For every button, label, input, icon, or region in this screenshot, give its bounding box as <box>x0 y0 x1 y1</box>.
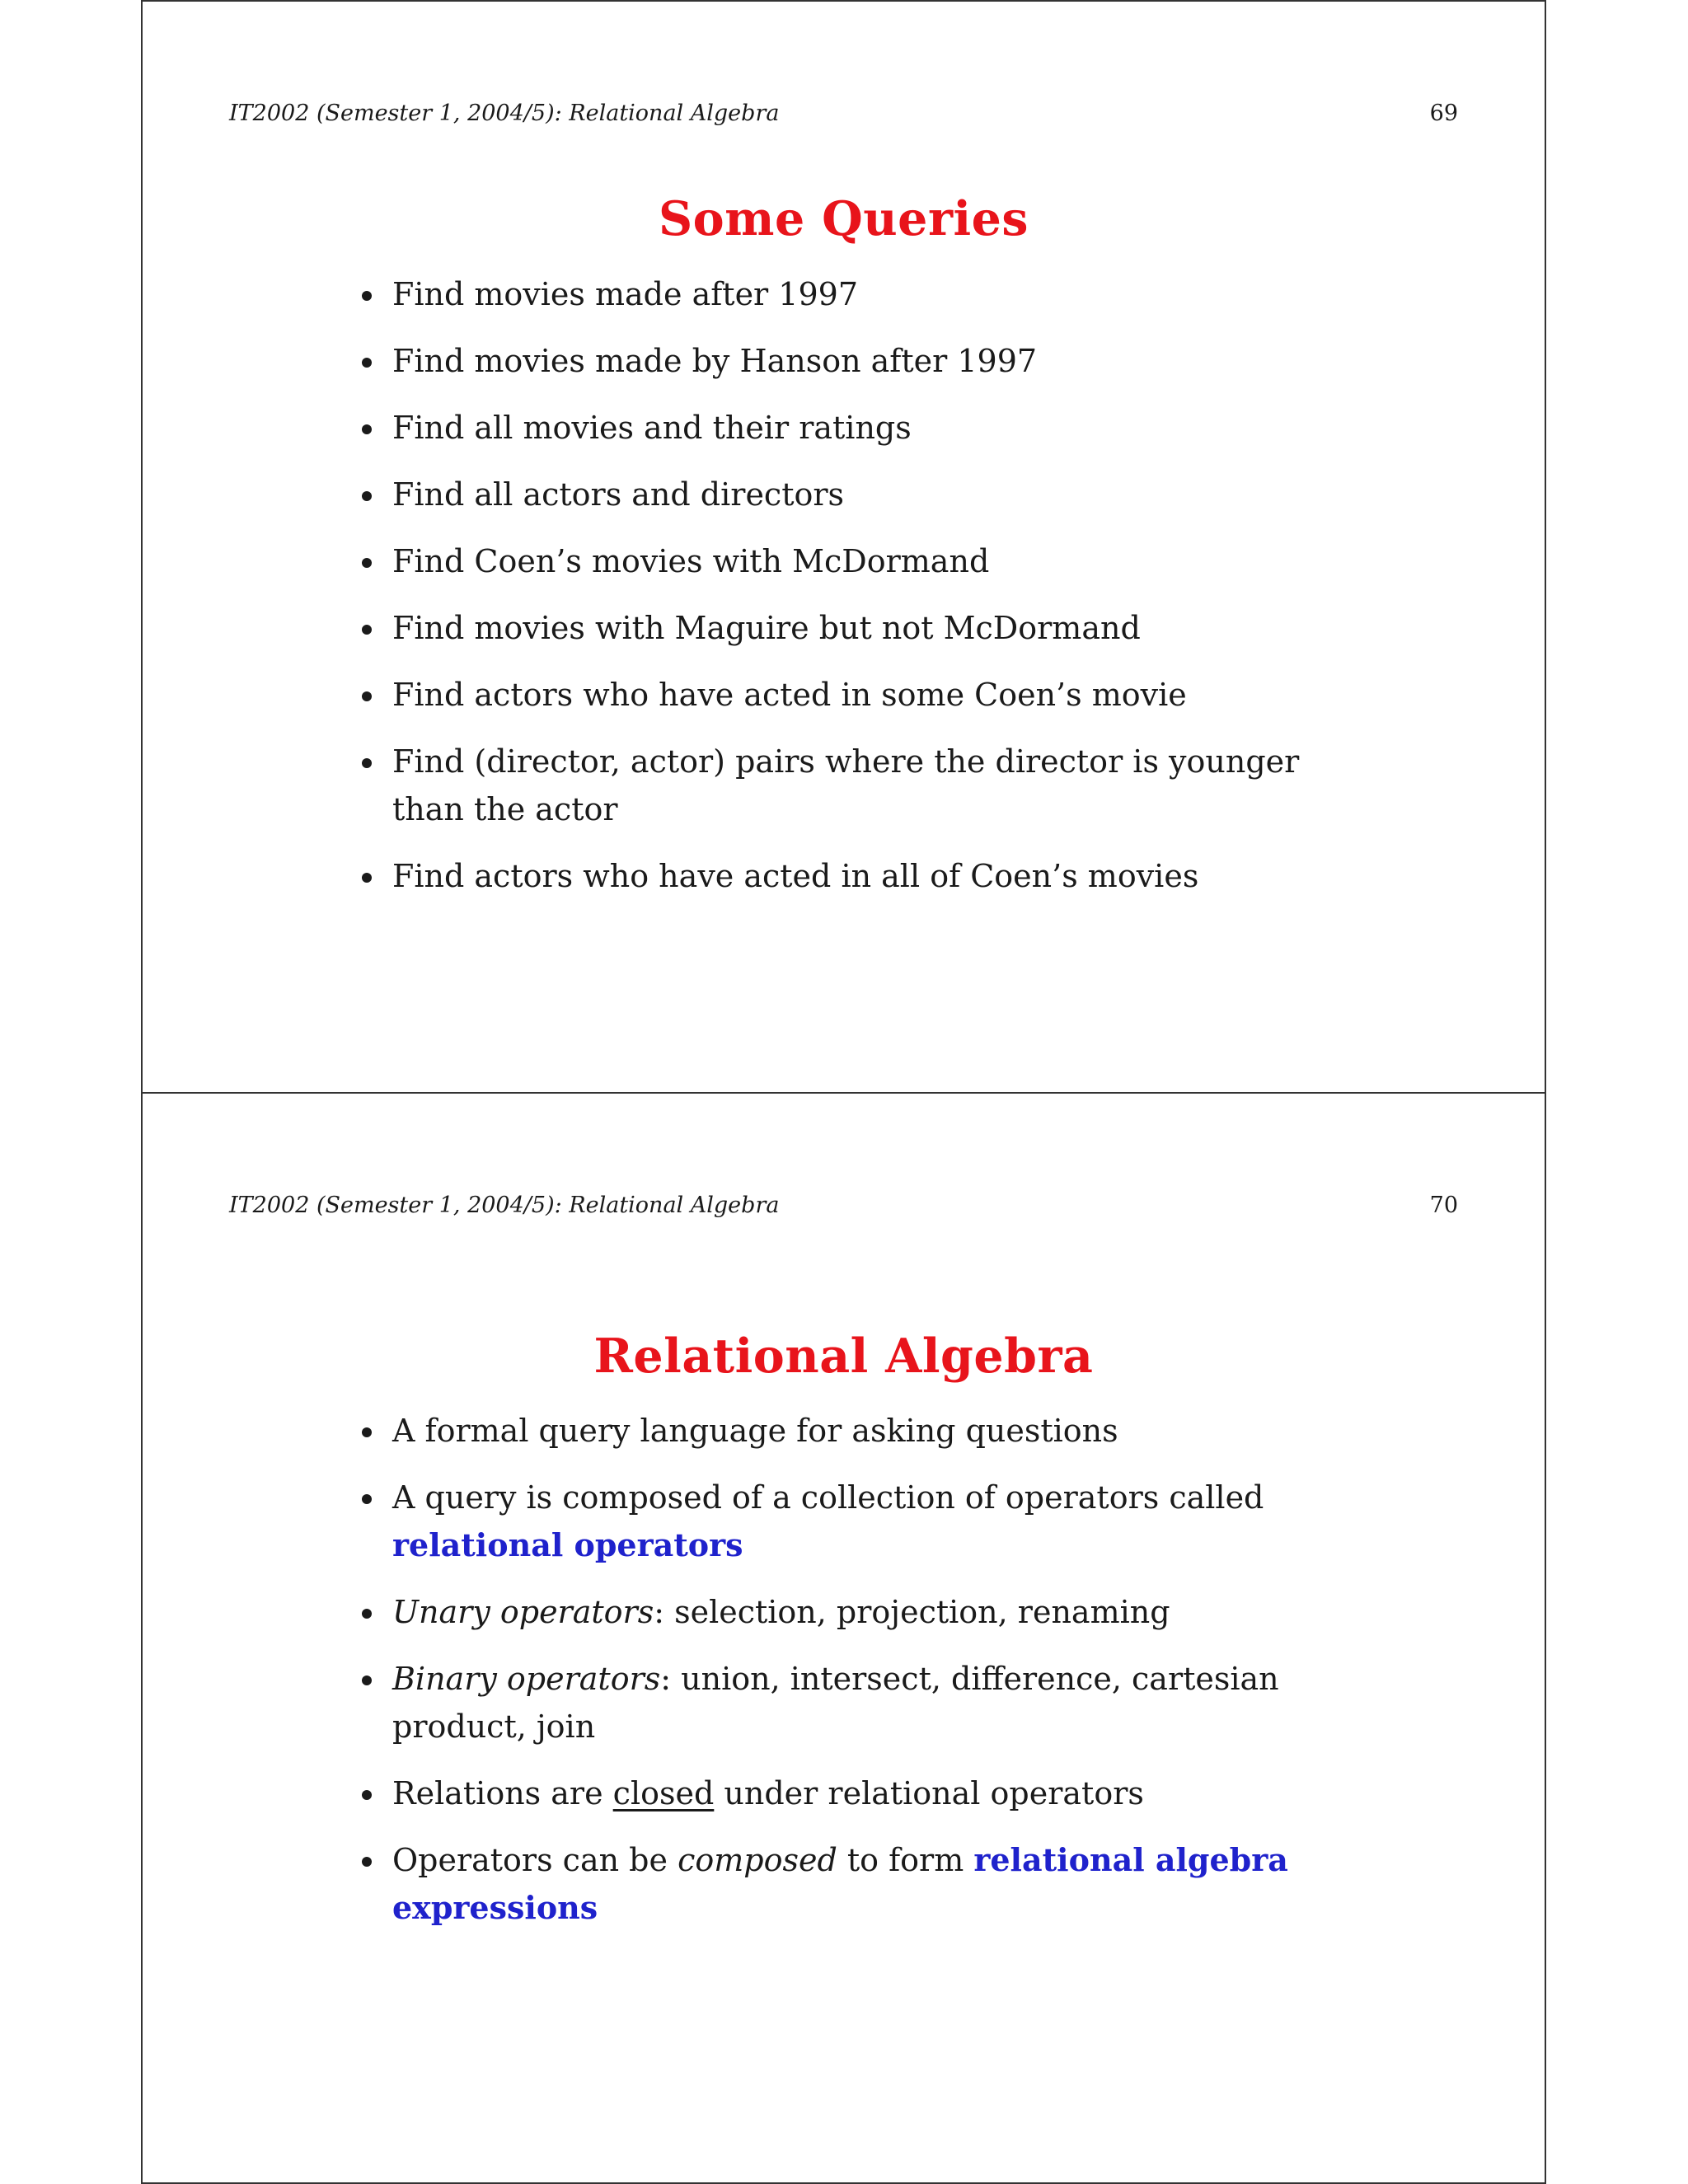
bullet-icon <box>362 1427 372 1437</box>
bullet-icon <box>362 1609 372 1619</box>
list-item: Find Coen’s movies with McDormand <box>359 537 1332 585</box>
term-binary-operators: Binary operators <box>392 1661 661 1697</box>
slide-69 <box>141 0 1546 1094</box>
bullet-icon <box>362 1790 372 1800</box>
bullet-icon <box>362 424 372 434</box>
bullet-icon <box>362 1494 372 1504</box>
bullet-icon <box>362 291 372 301</box>
slide-title: Relational Algebra <box>593 1329 1094 1384</box>
slide-header <box>229 1193 1458 1226</box>
slide-header <box>229 101 1458 134</box>
list-item: Find movies made by Hanson after 1997 <box>359 337 1332 385</box>
bullet-icon <box>362 491 372 501</box>
keyword-relational-algebra-expressions: relational algebra expressions <box>392 1841 1288 1926</box>
bullet-icon <box>362 625 372 635</box>
list-item: Binary operators: union, intersect, difference, cartesian product, join <box>359 1655 1332 1750</box>
term-unary-operators: Unary operators <box>392 1594 654 1630</box>
list-item: Unary operators: selection, projection, renaming <box>359 1588 1332 1636</box>
bullet-icon <box>362 1675 372 1685</box>
list-item: Operators can be composed to form relational algebra expressions <box>359 1836 1332 1932</box>
list-item: Find actors who have acted in all of Coen’s movies <box>359 852 1332 900</box>
bullet-icon <box>362 691 372 701</box>
list-item: Find movies made after 1997 <box>359 270 1332 318</box>
underlined-closed: closed <box>612 1775 715 1811</box>
slide-title: Some Queries <box>658 191 1029 246</box>
page-number: 70 <box>1429 1193 1458 1218</box>
list-item: Relations are closed under relational operators <box>359 1769 1332 1817</box>
bullet-icon <box>362 1857 372 1867</box>
course-header: IT2002 (Semester 1, 2004/5): Relational Algebra <box>229 101 780 126</box>
list-item: Find (director, actor) pairs where the director is younger than the actor <box>359 738 1332 833</box>
list-item: Find all movies and their ratings <box>359 404 1332 452</box>
query-list <box>359 270 1332 919</box>
keyword-relational-operators: relational operators <box>392 1526 743 1563</box>
emphasis-composed: composed <box>678 1842 837 1878</box>
list-item: Find actors who have acted in some Coen’s movie <box>359 671 1332 719</box>
slide-70 <box>141 1092 1546 2184</box>
list-item: A formal query language for asking questions <box>359 1407 1332 1455</box>
bullet-icon <box>362 558 372 568</box>
bullet-icon <box>362 358 372 368</box>
concept-list <box>359 1407 1332 1951</box>
course-header: IT2002 (Semester 1, 2004/5): Relational Algebra <box>229 1193 780 1218</box>
bullet-icon <box>362 873 372 883</box>
page-number: 69 <box>1429 101 1458 126</box>
list-item: Find all actors and directors <box>359 471 1332 518</box>
list-item: Find movies with Maguire but not McDormand <box>359 604 1332 652</box>
bullet-icon <box>362 758 372 768</box>
list-item: A query is composed of a collection of operators called relational operators <box>359 1474 1332 1569</box>
